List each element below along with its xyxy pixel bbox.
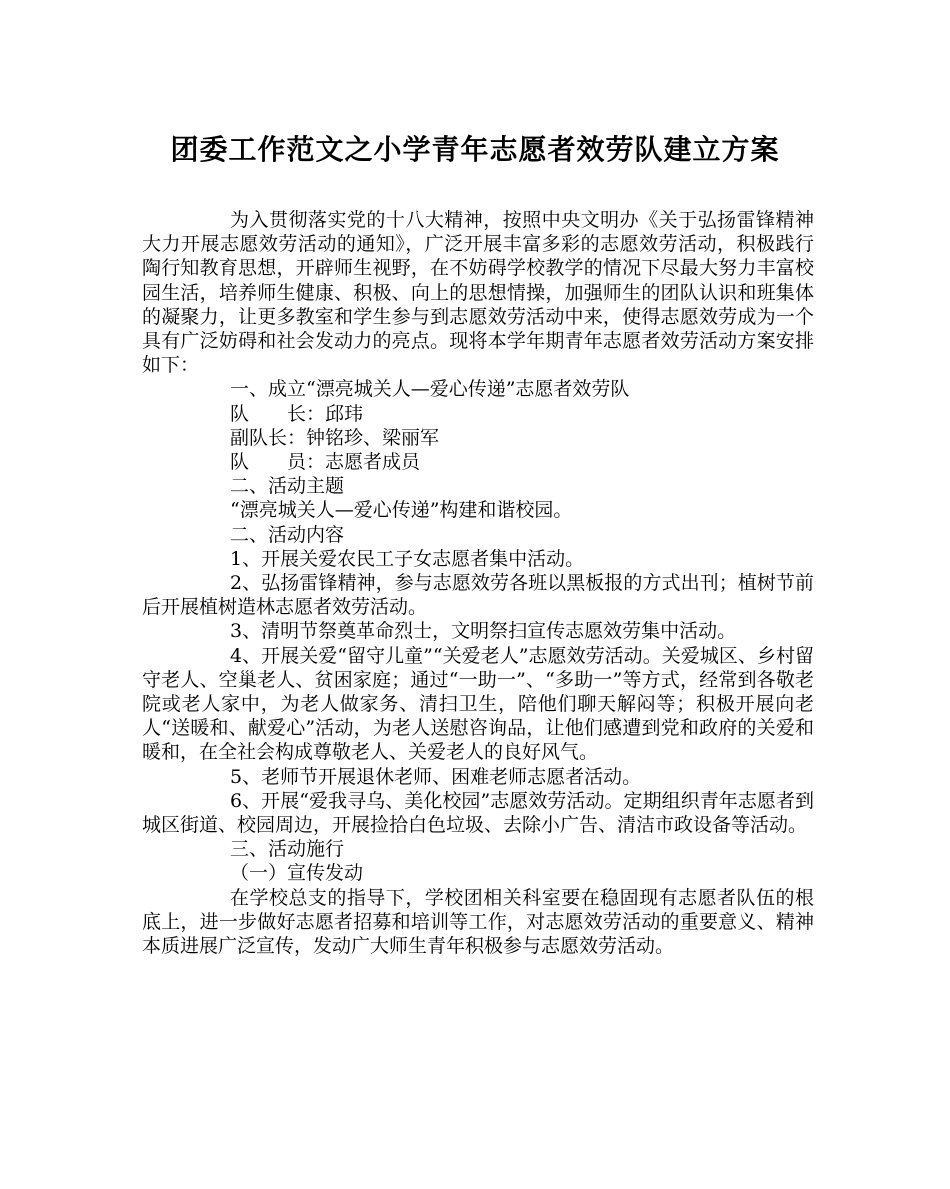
document-title: 团委工作范文之小学青年志愿者效劳队建立方案: [170, 133, 780, 166]
document-body: [142, 208, 814, 958]
section-heading-theme: 二、活动主题: [230, 475, 345, 498]
vice-leader-line: 副队长：钟铭珍、梁丽军: [230, 426, 440, 449]
content-item-4: 4、开展关爱“留守儿童”“关爱老人”志愿效劳活动。关爱城区、乡村留守老人、空巢老人、贫困家庭；通过“一助一”、“多助一”等方式，经常到各敬老院或老人家中，为老人做家务、清扫卫生，陪他们聊天解闷等；积极开展向老人“送暖和、献爱心”活动，为老人送慰咨询品，让他们感遭到党和政府的关爱和暖和，在全社会构成尊敬老人、关爱老人的良好风气。: [142, 644, 814, 764]
section-heading-implementation: 三、活动施行: [230, 838, 345, 861]
content-item-2: 2、弘扬雷锋精神，参与志愿效劳各班以黑板报的方式出刊；植树节前后开展植树造林志愿者效劳活动。: [142, 572, 814, 619]
publicity-paragraph: 在学校总支的指导下，学校团相关科室要在稳固现有志愿者队伍的根底上，进一步做好志愿者招募和培训等工作，对志愿效劳活动的重要意义、精神本质进展广泛宣传，发动广大师生青年积极参与志愿效劳活动。: [142, 886, 814, 958]
subsection-heading-publicity: （一）宣传发动: [230, 862, 364, 885]
section-heading-content: 二、活动内容: [230, 523, 345, 546]
intro-paragraph: 为入贯彻落实党的十八大精神，按照中央文明办《关于弘扬雷锋精神大力开展志愿效劳活动的通知》，广泛开展丰富多彩的志愿效劳活动，积极践行陶行知教育思想，开辟师生视野，在不妨碍学校教学的情况下尽最大努力丰富校园生活，培养师生健康、积极、向上的思想情操，加强师生的团队认识和班集体的凝聚力，让更多教室和学生参与到志愿效劳活动中来，使得志愿效劳成为一个具有广泛妨碍和社会发动力的亮点。现将本学年期青年志愿者效劳活动方案安排如下：: [142, 209, 814, 377]
theme-text: “漂亮城关人—爱心传递”构建和谐校园。: [230, 499, 573, 522]
content-item-1: 1、开展关爱农民工子女志愿者集中活动。: [230, 547, 585, 570]
team-members-line: 队 员：志愿者成员: [230, 451, 421, 474]
team-leader-line: 队 长：邱玮: [230, 402, 364, 425]
content-item-3: 3、清明节祭奠革命烈士，文明祭扫宣传志愿效劳集中活动。: [230, 620, 737, 643]
content-item-6: 6、开展“爱我寻乌、美化校园”志愿效劳活动。定期组织青年志愿者到城区街道、校园周边，开展捡拾白色垃圾、去除小广告、清洁市政设备等活动。: [142, 789, 814, 837]
content-item-5: 5、老师节开展退休老师、困难老师志愿者活动。: [230, 765, 642, 788]
section-heading-establish: 一、成立“漂亮城关人—爱心传递”志愿者效劳队: [230, 378, 630, 401]
